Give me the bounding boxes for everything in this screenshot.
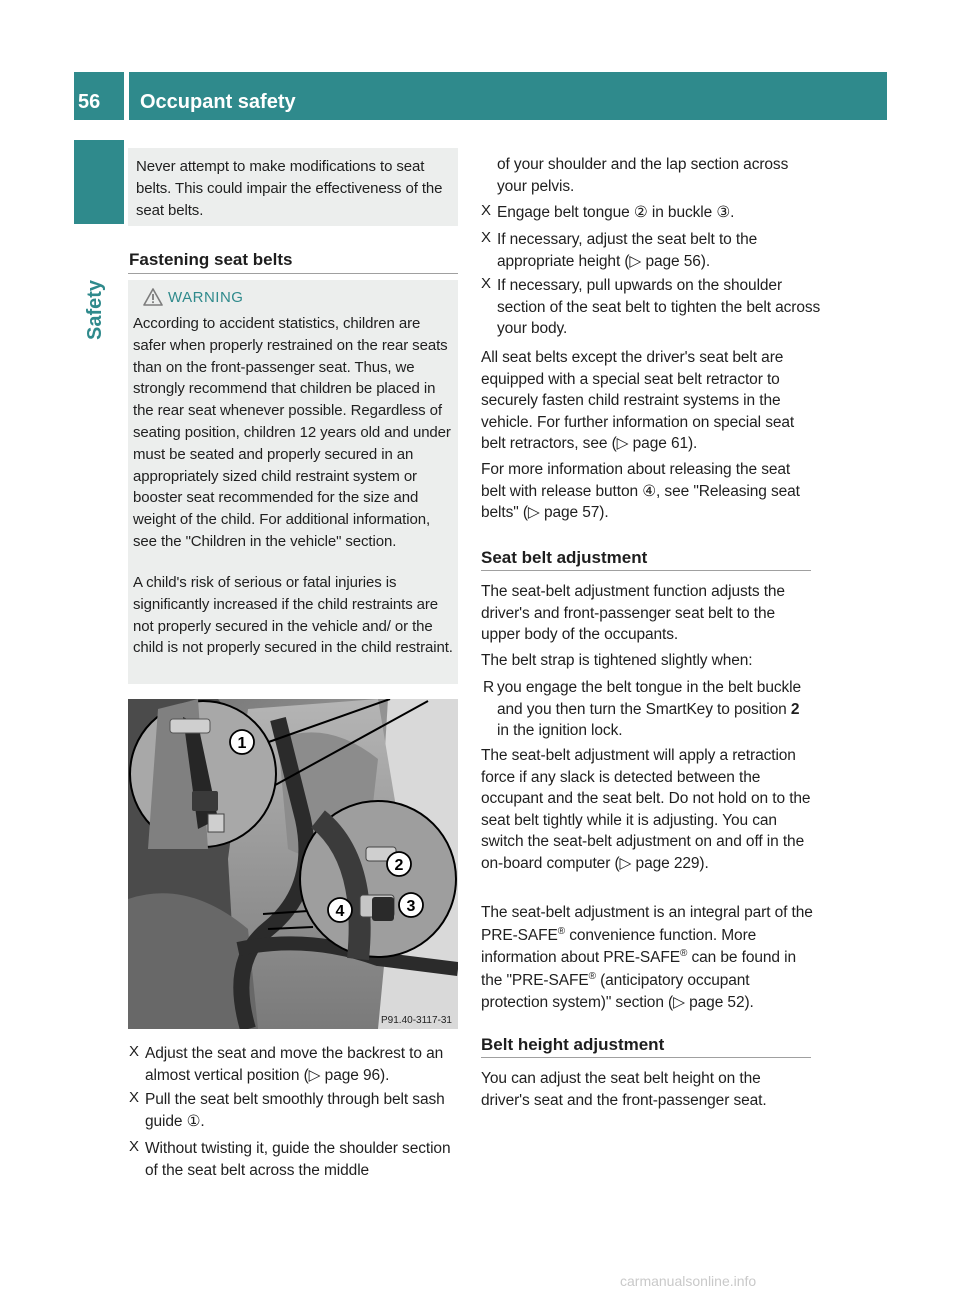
seat-belt-photo [128, 699, 458, 1029]
heading-rule [128, 273, 458, 274]
warning-paragraph-2: A child's risk of serious or fatal injuries is significantly increased if the child restraints are not properly secured in the vehicle and/ or the child is not properly secured in the child restraint. [133, 574, 453, 657]
heading-rule [481, 570, 811, 571]
callout-4 [328, 898, 352, 922]
side-tab [74, 140, 124, 224]
step-marker: X [481, 275, 491, 292]
step-adjust-seat: X Adjust the seat and move the backrest to an almost vertical position (▷ page 96). [129, 1043, 444, 1084]
page-number-box [74, 72, 124, 120]
callout-3 [399, 893, 423, 917]
note-box [128, 148, 458, 226]
svg-text:1: 1 [237, 735, 247, 752]
warning-paragraph-1: According to accident statistics, children are safer when properly restrained on the rear seats than on the front-passenger seat. Thus, we strongly recommend that children be placed in the rear seat whenever possible. Regardless of seating position, children 12 years old and under must be seated and properly secured in an appropriately sized child restraint system or booster seat recommended for the size and weight of the child. For additional information, see the "Children in the vehicle" section. [133, 315, 451, 550]
step-guide-shoulder: X Without twisting it, guide the shoulder section of the seat belt across the middle [129, 1138, 451, 1179]
callout-2 [387, 852, 411, 876]
step-marker: X [129, 1089, 139, 1106]
heading-rule [481, 1057, 811, 1058]
callout-1 [230, 730, 254, 754]
bullet-marker: R [483, 679, 495, 696]
step-adjust-height: X If necessary, adjust the seat belt to the appropriate height (▷ page 56). [481, 229, 758, 270]
side-label: Safety [84, 279, 106, 340]
page-number: 56 [78, 91, 101, 113]
paragraph-retractor: All seat belts except the driver's seat belt are equipped with a special seat belt retractor to securely fasten child restraint systems in the vehicle. For further information on special seat belt retractors, see (▷ page 61). [481, 349, 795, 453]
heading-seat-belt-adjustment: Seat belt adjustment [481, 548, 648, 567]
paragraph-adjustment-function: The seat-belt adjustment function adjusts the driver's and front-passenger seat belt to the upper body of the occupants. [481, 583, 785, 644]
paragraph-pre-safe: The seat-belt adjustment is an integral part of the PRE-SAFE® convenience function. More information about PRE-SAFE® can be found in the "PRE-SAFE® (anticipatory occupant protection system)" section (▷ page 52). [481, 904, 813, 1011]
section-title: Occupant safety [140, 91, 296, 113]
warning-box [128, 280, 458, 684]
seat-belt-illustration [128, 699, 458, 1029]
step-marker: X [129, 1043, 139, 1060]
step-continued: of your shoulder and the lap section across your pelvis. [497, 156, 789, 195]
paragraph-retraction-force: The seat-belt adjustment will apply a retraction force if any slack is detected between the occupant and the seat belt. Do not hold on to the seat belt tightly while it is adjusting. You can switch the seat-belt adjustment on and off in the on-board computer (▷ page 229). [481, 747, 811, 872]
heading-belt-height: Belt height adjustment [481, 1035, 665, 1054]
warning-triangle-icon [143, 288, 163, 306]
heading-fastening: Fastening seat belts [129, 250, 293, 269]
step-engage-tongue: X Engage belt tongue ② in buckle ③. [481, 202, 735, 221]
paragraph-belt-height: You can adjust the seat belt height on the driver's seat and the front-passenger seat. [481, 1070, 767, 1109]
note-text: Never attempt to make modifications to seat belts. This could impair the effectiveness of the seat belts. [136, 158, 443, 219]
bullet-engage-tongue: R you engage the belt tongue in the belt buckle and you then turn the SmartKey to position 2 in the ignition lock. [483, 679, 802, 740]
paragraph-release-button: For more information about releasing the seat belt with release button ④, see "Releasing seat belts" (▷ page 57). [481, 461, 800, 522]
step-pull-belt: X Pull the seat belt smoothly through belt sash guide ①. [129, 1089, 445, 1130]
warning-title: WARNING [168, 289, 244, 306]
svg-text:4: 4 [335, 903, 345, 920]
step-marker: X [129, 1138, 139, 1155]
footer-watermark: carmanualsonline.info [620, 1273, 757, 1289]
svg-text:3: 3 [406, 898, 416, 915]
figure-code: P91.40-3117-31 [381, 1015, 452, 1026]
step-pull-upwards: X If necessary, pull upwards on the shoulder section of the seat belt to tighten the belt across your body. [481, 275, 821, 338]
svg-text:2: 2 [394, 857, 404, 874]
step-marker: X [481, 202, 491, 219]
step-marker: X [481, 229, 491, 246]
paragraph-tightened: The belt strap is tightened slightly when: [481, 652, 753, 669]
section-header [129, 72, 887, 120]
